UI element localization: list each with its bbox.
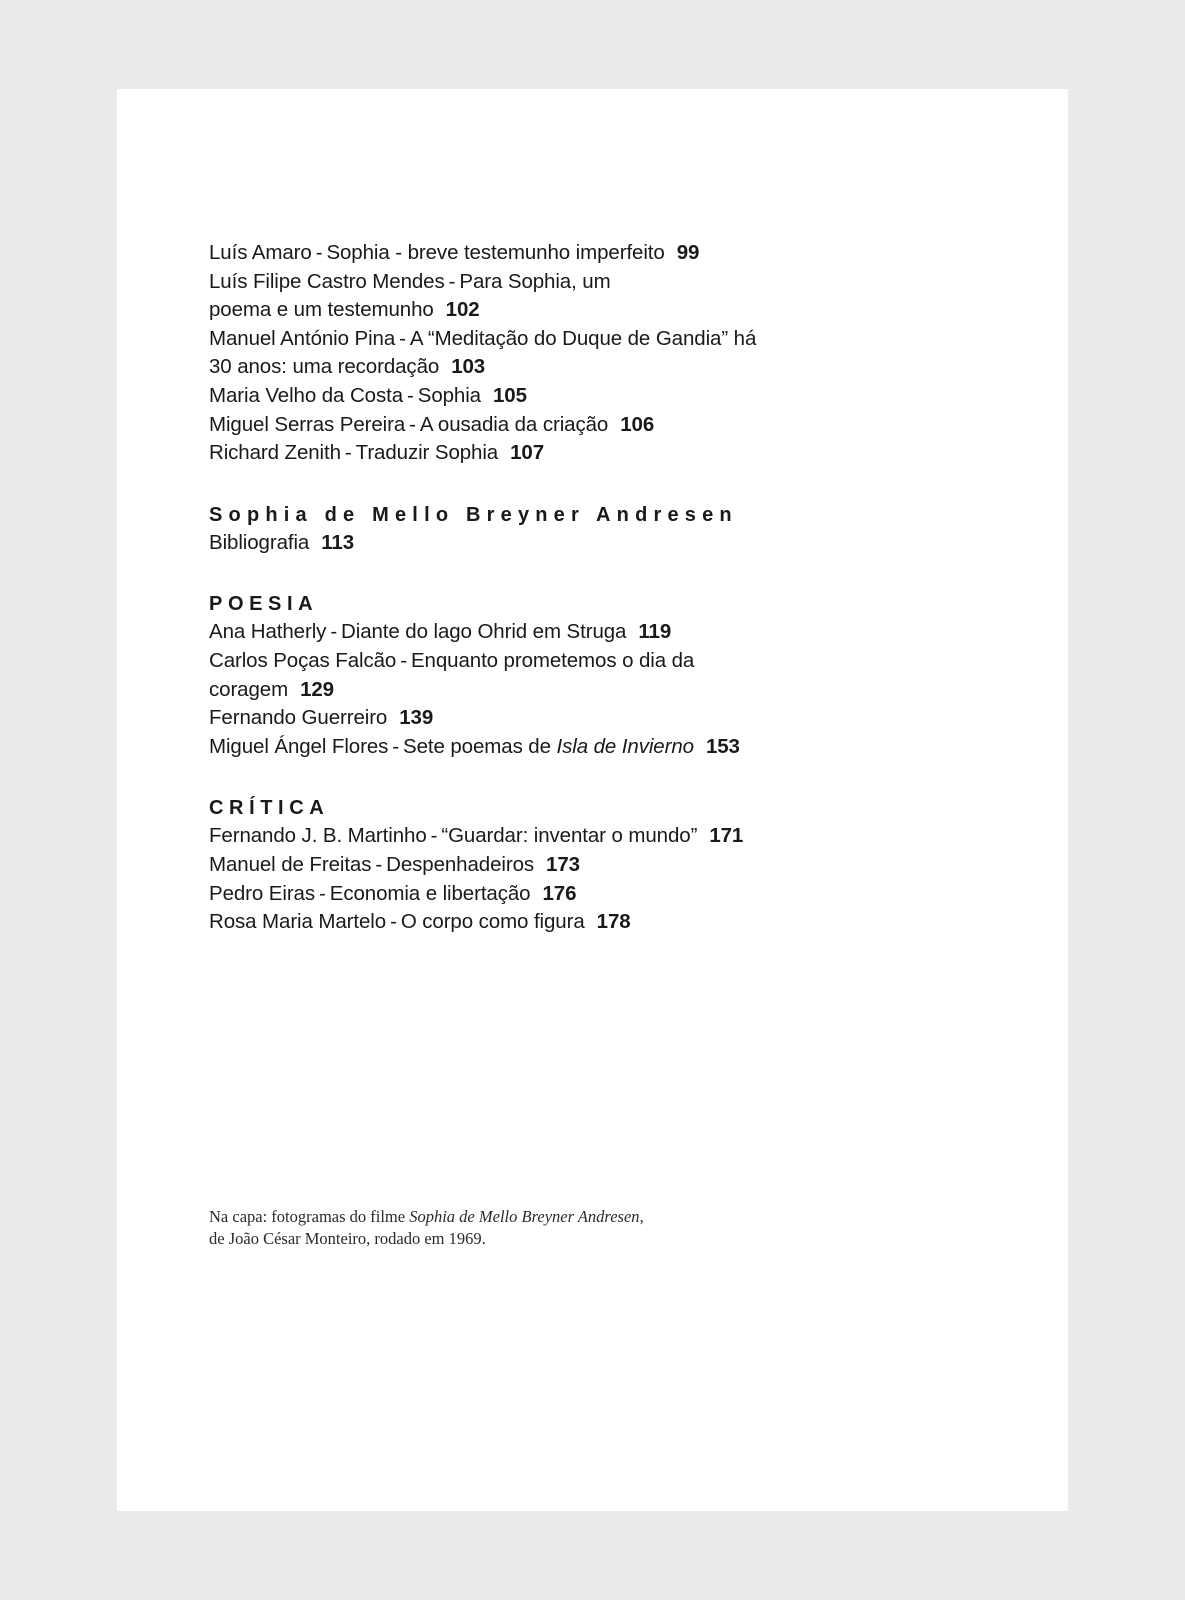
toc-section-bibliography: [209, 501, 809, 558]
entry-title: Enquanto prometemos o dia da coragem: [209, 648, 695, 701]
entry-page: 176: [542, 881, 577, 905]
toc-entry: Pedro Eiras - Economia e libertação 176: [209, 881, 577, 905]
entry-author: Carlos Poças Falcão: [209, 648, 397, 672]
toc-entry: Manuel António Pina - A “Meditação do Duque de Gandia” há 30 anos: uma recordação 103: [209, 326, 757, 379]
entry-page: 139: [399, 706, 434, 730]
entry-title: Sophia - breve testemunho imperfeito: [326, 241, 665, 264]
note-film-title: Sophia de Mello Breyner Andresen: [409, 1207, 640, 1226]
toc-entry: Rosa Maria Martelo - O corpo como figura 178: [209, 910, 631, 934]
section-heading: POESIA: [209, 593, 319, 616]
toc-entry: Luís Amaro - Sophia - breve testemunho imperfeito 99: [209, 241, 700, 264]
table-of-contents: [209, 239, 809, 937]
entry-title: Bibliografia: [209, 530, 310, 554]
entry-author: Maria Velho da Costa: [209, 383, 404, 407]
entry-author: Rosa Maria Martelo: [209, 910, 387, 934]
toc-entry: Richard Zenith - Traduzir Sophia 107: [209, 441, 545, 465]
entry-page: 107: [510, 441, 545, 465]
entry-page: 103: [451, 355, 486, 379]
entry-page: 99: [676, 241, 700, 264]
entry-title: Sophia: [417, 383, 481, 407]
entry-title-prefix: Sete poemas de: [403, 734, 557, 758]
note-suffix: ,: [639, 1207, 644, 1226]
toc-entry: Carlos Poças Falcão - Enquanto prometemos o dia da coragem 129: [209, 648, 695, 701]
toc-section-poesia: [209, 590, 809, 761]
entry-page: 119: [638, 620, 672, 644]
entry-title: A “Meditação do Duque de Gandia” há 30 anos: uma recordação: [209, 326, 757, 379]
entry-author: Ana Hatherly: [209, 620, 327, 644]
entry-author: Pedro Eiras: [209, 881, 316, 905]
entry-author: Fernando Guerreiro: [209, 706, 388, 730]
toc-entry: Ana Hatherly - Diante do lago Ohrid em Struga 119: [209, 620, 672, 644]
toc-entry: Maria Velho da Costa - Sophia 105: [209, 383, 527, 407]
entry-page: 173: [546, 852, 580, 876]
entry-title: Para Sophia, um poema e um testemunho: [209, 269, 611, 322]
entry-title: Despenhadeiros: [386, 852, 535, 876]
entry-title: Economia e libertação: [329, 881, 531, 905]
toc-group-testimonies: [209, 239, 809, 468]
toc-entry: [209, 529, 809, 558]
toc-entry: [209, 704, 809, 733]
entry-author: Fernando J. B. Martinho: [209, 824, 427, 848]
toc-entry: Miguel Ángel Flores - Sete poemas de Isla de Invierno 153: [209, 734, 740, 758]
entry-page: 153: [705, 734, 740, 758]
section-heading: CRÍTICA: [209, 797, 330, 820]
note-prefix: Na capa: fotogramas do filme: [209, 1207, 410, 1226]
entry-page: 178: [596, 910, 631, 934]
entry-author: Miguel Serras Pereira: [209, 412, 406, 436]
entry-page: 113: [321, 530, 355, 554]
entry-title: O corpo como figura: [400, 910, 585, 934]
entry-author: Manuel de Freitas: [209, 852, 372, 876]
entry-page: 171: [709, 824, 744, 848]
entry-author: Luís Filipe Castro Mendes: [209, 269, 445, 293]
toc-entry: Fernando J. B. Martinho - “Guardar: inventar o mundo” 171: [209, 824, 744, 848]
toc-entry: Manuel de Freitas - Despenhadeiros 173: [209, 852, 580, 876]
entry-title: A ousadia da criação: [419, 412, 609, 436]
document-page: [117, 89, 1068, 1511]
entry-page: 105: [492, 383, 527, 407]
toc-entry: Luís Filipe Castro Mendes - Para Sophia, um poema e um testemunho 102: [209, 269, 611, 322]
entry-title: Diante do lago Ohrid em Struga: [341, 620, 627, 644]
toc-entry: Miguel Serras Pereira - A ousadia da criação 106: [209, 412, 655, 436]
section-heading: Sophia de Mello Breyner Andresen: [209, 503, 738, 526]
entry-author: Richard Zenith: [209, 441, 341, 465]
note-line-2: de João César Monteiro, rodado em 1969.: [209, 1229, 486, 1248]
entry-title: Traduzir Sophia: [355, 441, 499, 465]
entry-author: Manuel António Pina: [209, 326, 396, 350]
entry-page: 102: [445, 298, 480, 322]
entry-page: 106: [620, 412, 655, 436]
cover-credit-note: [209, 1206, 809, 1250]
entry-author: Miguel Ángel Flores: [209, 734, 389, 758]
entry-title-italic: Isla de Invierno: [556, 734, 694, 758]
entry-page: 129: [300, 677, 334, 701]
entry-author: Luís Amaro: [209, 241, 312, 264]
toc-section-critica: [209, 794, 809, 936]
entry-title: “Guardar: inventar o mundo”: [441, 824, 698, 848]
